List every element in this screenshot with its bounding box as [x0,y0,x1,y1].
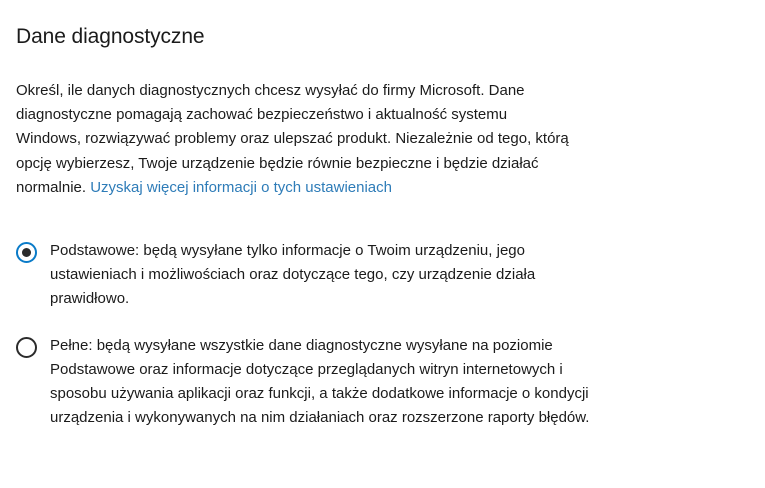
radio-option-basic[interactable] [16,239,596,312]
diagnostic-level-radio-group [16,239,596,430]
radio-unchecked-icon[interactable] [16,337,37,358]
learn-more-link[interactable]: Uzyskaj więcej informacji o tych ustawieniach [90,178,392,196]
description-text: Określ, ile danych diagnostycznych chcesz wysyłać do firmy Microsoft. Dane diagnostyczne pomagają zachować bezpieczeństwo i aktualność systemu Windows, rozwiązywać problemy oraz ulepszać produkt. Niezależnie od tego, którą opcję wybierzesz, Twoje urządzenie będzie równie bezpieczne i będzie działać normalnie. [16,82,569,196]
page-title: Dane diagnostyczne [16,25,205,49]
radio-checked-icon[interactable] [16,242,37,263]
radio-option-full[interactable] [16,334,596,431]
radio-option-full-label: Pełne: będą wysyłane wszystkie dane diagnostyczne wysyłane na poziomie Podstawowe oraz informacje dotyczące przeglądanych witryn internetowych i sposobu używania aplikacji oraz funkcji, a także dodatkowe informacje o kondycji urządzenia i wykonywanych na nim działaniach oraz rozszerzone raporty błędów. [50,336,590,427]
description-paragraph [16,79,576,200]
radio-option-basic-label: Podstawowe: będą wysyłane tylko informacje o Twoim urządzeniu, jego ustawieniach i możliwościach oraz dotyczące tego, czy urządzenie działa prawidłowo. [50,242,536,308]
